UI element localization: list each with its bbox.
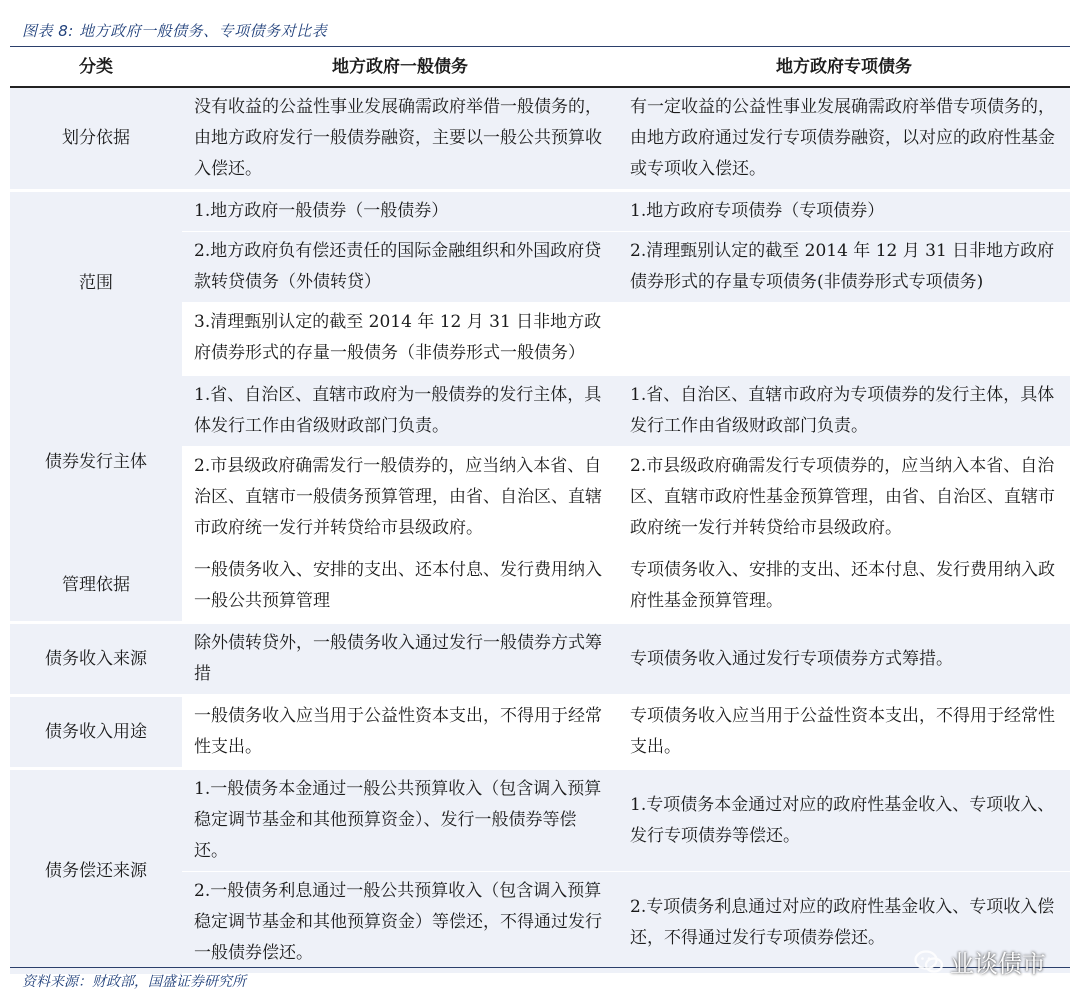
special-cell: 2.专项债务利息通过对应的政府性基金收入、专项收入偿还，不得通过发行专项债券偿还。 [618,872,1070,974]
header-category: 分类 [10,48,182,87]
general-cell: 2.地方政府负有偿还责任的国际金融组织和外国政府贷款转贷债务（外债转贷） [182,232,618,303]
caption-divider [10,46,1070,47]
special-cell: 2.市县级政府确需发行专项债券的，应当纳入本省、自治区、直辖市政府性基金预算管理，由省、自治区、直辖市政府统一发行并转贷给市县级政府。 [618,447,1070,550]
special-cell: 专项债务收入、安排的支出、还本付息、发行费用纳入政府性基金预算管理。 [618,550,1070,623]
header-row [10,48,1070,87]
general-cell: 一般债务收入、安排的支出、还本付息、发行费用纳入一般公共预算管理 [182,550,618,623]
table-row [10,191,1070,232]
general-cell: 除外债转贷外，一般债务收入通过发行一般债券方式筹措 [182,623,618,696]
table-row [10,696,1070,769]
special-cell: 1.专项债务本金通过对应的政府性基金收入、专项收入、发行专项债券等偿还。 [618,769,1070,872]
table-row [10,769,1070,872]
table-row [10,550,1070,623]
general-cell: 1.省、自治区、直辖市政府为一般债券的发行主体，具体发行工作由省级财政部门负责。 [182,375,618,447]
category-cell: 范围 [10,191,182,375]
watermark-text: 业谈债市 [950,950,1046,978]
table-row [10,375,1070,447]
special-cell: 专项债务收入应当用于公益性资本支出，不得用于经常性支出。 [618,696,1070,769]
category-cell: 债务收入用途 [10,696,182,769]
category-cell: 划分依据 [10,87,182,191]
general-cell: 1.一般债务本金通过一般公共预算收入（包含调入预算稳定调节基金和其他预算资金）、发行一般债券等偿还。 [182,769,618,872]
source-note: 资料来源：财政部，国盛证券研究所 [22,974,246,990]
table-caption: 图表 8: 地方政府一般债务、专项债务对比表 [22,22,328,40]
table-row [10,623,1070,696]
general-cell: 一般债务收入应当用于公益性资本支出，不得用于经常性支出。 [182,696,618,769]
special-cell: 专项债务收入通过发行专项债券方式筹措。 [618,623,1070,696]
comparison-table [10,48,1070,974]
category-cell: 债务收入来源 [10,623,182,696]
general-cell: 1.地方政府一般债券（一般债券） [182,191,618,232]
special-cell: 2.清理甄别认定的截至 2014 年 12 月 31 日非地方政府债券形式的存量专项债务(非债券形式专项债务) [618,232,1070,303]
special-cell: 1.省、自治区、直辖市政府为专项债券的发行主体，具体发行工作由省级财政部门负责。 [618,375,1070,447]
wechat-icon [914,949,944,975]
header-special-debt: 地方政府专项债务 [618,48,1070,87]
category-cell: 管理依据 [10,550,182,623]
special-cell: 1.地方政府专项债券（专项债券） [618,191,1070,232]
table-row [10,87,1070,191]
special-cell [618,303,1070,375]
special-cell: 有一定收益的公益性事业发展确需政府举借专项债务的，由地方政府通过发行专项债券融资，以对应的政府性基金或专项收入偿还。 [618,87,1070,191]
general-cell: 2.市县级政府确需发行一般债券的，应当纳入本省、自治区、直辖市一般债务预算管理，由省、自治区、直辖市政府统一发行并转贷给市县级政府。 [182,447,618,550]
watermark [914,944,1046,979]
category-cell: 债券发行主体 [10,375,182,550]
header-general-debt: 地方政府一般债务 [182,48,618,87]
general-cell: 3.清理甄别认定的截至 2014 年 12 月 31 日非地方政府债券形式的存量一般债务（非债券形式一般债务） [182,303,618,375]
category-cell: 债务偿还来源 [10,769,182,974]
general-cell: 2.一般债务利息通过一般公共预算收入（包含调入预算稳定调节基金和其他预算资金）等偿还，不得通过发行一般债券偿还。 [182,872,618,974]
general-cell: 没有收益的公益性事业发展确需政府举借一般债务的，由地方政府发行一般债券融资，主要以一般公共预算收入偿还。 [182,87,618,191]
source-divider [10,967,1070,968]
